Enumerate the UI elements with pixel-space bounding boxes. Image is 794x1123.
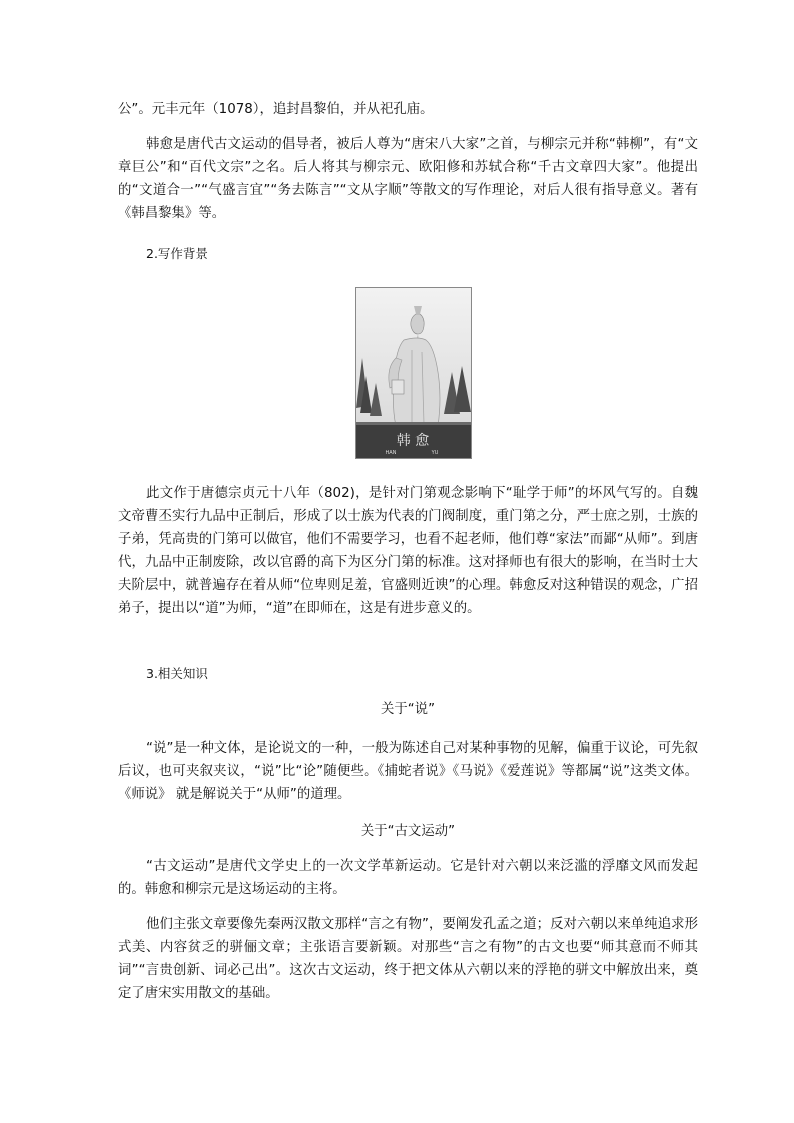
paragraph-intro-end: 公”。元丰元年（1078），追封昌黎伯，并从祀孔庙。 [118,102,434,117]
paragraph-about-shuo: “说”是一种文体，是论说文的一种，一般为陈述自己对某种事物的见解，偏重于议论，可先叙后议，也可夹叙夹议，“说”比“论”随便些。《捕蛇者说》《马说》《爱莲说》等都属“说”这类文体。《师说》 就是解说关于“从师”的道理。 [118,741,698,802]
section-heading-related-knowledge: 3.相关知识 [146,666,208,681]
statue-pinyin-yu: YU [431,450,439,456]
paragraph-guwen-claims: 他们主张文章要像先秦两汉散文那样“言之有物”，要阐发孔孟之道；反对六朝以来单纯追求形式美、内容贫乏的骈俪文章；主张语言要新颖。对那些“言之有物”的古文也要“师其意而不师其词”“言贵创新、词必己出”。这次古文运动，终于把文体从六朝以来的浮艳的骈文中解放出来，奠定了唐宋实用散文的基础。 [118,917,698,1001]
subheading-about-shuo: 关于“说” [380,702,436,717]
paragraph-han-yu-status: 韩愈是唐代古文运动的倡导者，被后人尊为“唐宋八大家”之首，与柳宗元并称“韩柳”，有“文章巨公”和“百代文宗”之名。后人将其与柳宗元、欧阳修和苏轼合称“千古文章四大家”。他提出的“文道合一”“气盛言宜”“务去陈言”“文从字顺”等散文的写作理论，对后人很有指导意义。著有《韩昌黎集》等。 [118,137,698,221]
section-heading-background: 2.写作背景 [146,246,208,261]
paragraph-writing-background: 此文作于唐德宗贞元十八年（802)，是针对门第观念影响下“耻学于师”的坏风气写的。自魏文帝曹丕实行九品中正制后，形成了以士族为代表的门阀制度，重门第之分，严士庶之别，士族的子弟，凭高贵的门第可以做官，他们不需要学习，也看不起老师，他们尊“家法”而鄙“从师”。到唐代，九品中正制废除，改以官爵的高下为区分门第的标准。这对择师也有很大的影响，在当时士大夫阶层中，就普遍存在着从师“位卑则足羞，官盛则近谀”的心理。韩愈反对这种错误的观念，广招弟子，提出以“道”为师，“道”在即师在，这是有进步意义的。 [118,486,698,616]
paragraph-guwen-movement: “古文运动”是唐代文学史上的一次文学革新运动。它是针对六朝以来泛滥的浮靡文风而发起的。韩愈和柳宗元是这场运动的主将。 [118,859,698,897]
han-yu-statue-photo [355,287,472,459]
subheading-about-guwen-movement: 关于“古文运动” [360,824,456,839]
statue-pinyin-han: HAN [385,450,397,456]
statue-inscription: 韩 愈 [396,433,430,449]
